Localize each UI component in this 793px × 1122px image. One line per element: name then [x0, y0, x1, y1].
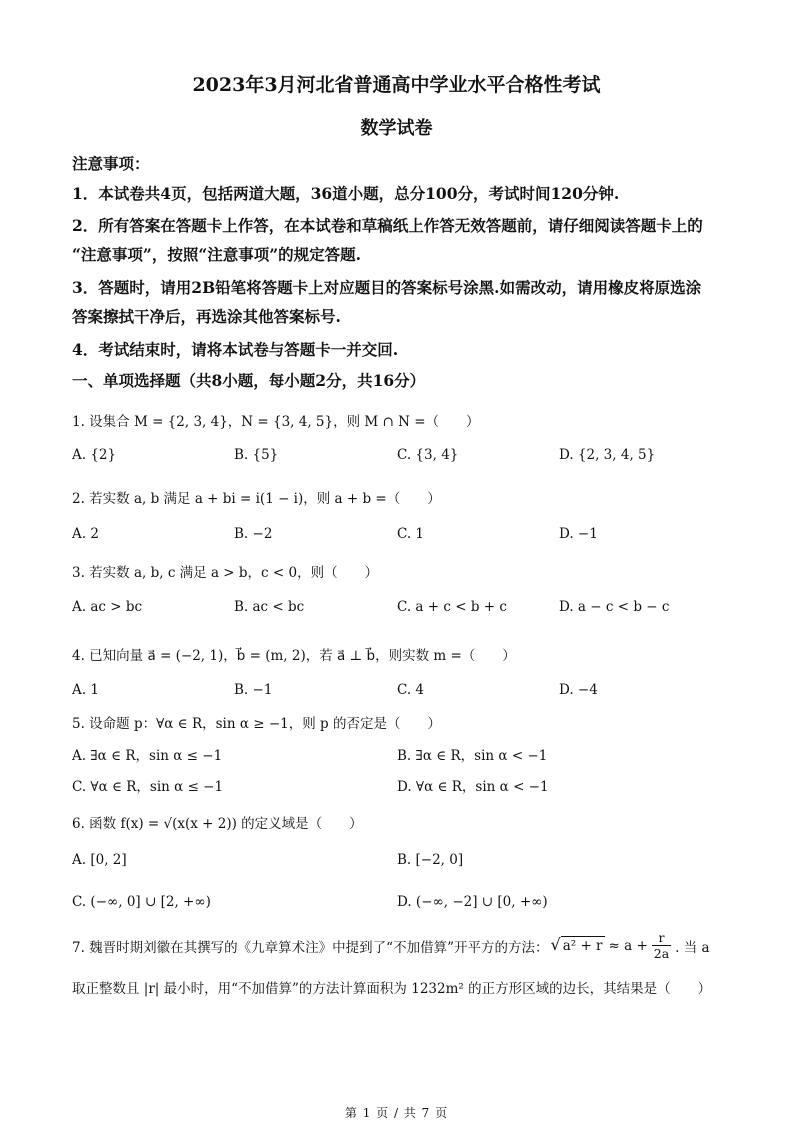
- option-a: A. ac > bc: [72, 599, 143, 615]
- note-line: “注意事项”，按照“注意事项”的规定答题.: [72, 245, 362, 264]
- note-line: 答案擦拭干净后，再选涂其他答案标号.: [72, 307, 341, 326]
- question-7-line-2: 取正整数且 |r| 最小时，用“不加借算”的方法计算面积为 1232m² 的正方形区域的边长，其结果是（ ）: [72, 981, 712, 997]
- question-stem: 5. 设命题 p：∀α ∈ R，sin α ≥ −1，则 p 的否定是（ ）: [72, 716, 441, 732]
- exam-title: 2023年3月河北省普通高中学业水平合格性考试: [192, 74, 601, 96]
- option-a: A. [0, 2]: [72, 852, 127, 868]
- note-line: 4．考试结束时，请将本试卷与答题卡一并交回.: [72, 340, 399, 359]
- option-d: D. (−∞, −2] ∪ [0, +∞): [397, 894, 548, 910]
- note-line: 2．所有答案在答题卡上作答，在本试卷和草稿纸上作答无效答题前，请仔细阅读答题卡上的: [72, 216, 703, 235]
- option-b: B. {5}: [234, 447, 279, 463]
- note-line: 1．本试卷共4页，包括两道大题，36道小题，总分100分，考试时间120分钟.: [72, 184, 620, 203]
- option-d: D. −4: [559, 682, 598, 698]
- section-heading: 一、单项选择题（共8小题，每小题2分，共16分）: [72, 371, 426, 390]
- option-d: D. ∀α ∈ R，sin α < −1: [397, 779, 549, 795]
- fraction: [652, 930, 671, 961]
- option-c: C. (−∞, 0] ∪ [2, +∞): [72, 894, 211, 910]
- option-b: B. −2: [234, 526, 273, 542]
- option-a: A. 1: [72, 682, 99, 698]
- option-b: B. ac < bc: [234, 599, 305, 615]
- radical-sign-icon: √: [550, 935, 561, 954]
- approx-expression: ≈ a +: [608, 937, 648, 954]
- note-line: 3．答题时，请用2B铅笔将答题卡上对应题目的答案标号涂黑.如需改动，请用橡皮将原选涂: [72, 278, 702, 297]
- question-stem: 1. 设集合 M = {2, 3, 4}，N = {3, 4, 5}，则 M ∩ N =（ ）: [72, 414, 480, 430]
- exam-subtitle: 数学试卷: [360, 118, 433, 139]
- option-c: C. 1: [397, 526, 425, 542]
- question-stem: 2. 若实数 a, b 满足 a + bi = i(1 − i)，则 a + b =（ ）: [72, 491, 441, 507]
- fraction-denominator: 2a: [653, 946, 670, 961]
- option-b: B. −1: [234, 682, 273, 698]
- option-c: C. 4: [397, 682, 425, 698]
- page-footer: 第 1 页 / 共 7 页: [344, 1106, 449, 1120]
- option-d: D. −1: [559, 526, 598, 542]
- option-b: B. ∃α ∈ R，sin α < −1: [397, 748, 548, 764]
- question-7-text: 7. 魏晋时期刘徽在其撰写的《九章算术注》中提到了“不加借算”开平方的方法：: [72, 939, 549, 956]
- option-d: D. {2, 3, 4, 5}: [559, 447, 656, 463]
- option-d: D. a − c < b − c: [559, 599, 670, 615]
- option-c: C. a + c < b + c: [397, 599, 507, 615]
- question-7-line-1: [72, 930, 710, 961]
- option-c: C. {3, 4}: [397, 447, 459, 463]
- sqrt-body: a² + r: [562, 938, 603, 954]
- option-a: A. {2}: [72, 447, 117, 463]
- fraction-numerator: r: [658, 930, 665, 945]
- question-7-text-end: . 当 a: [675, 939, 710, 956]
- option-a: A. ∃α ∈ R，sin α ≤ −1: [72, 748, 223, 764]
- option-b: B. [−2, 0]: [397, 852, 464, 868]
- question-stem: 6. 函数 f(x) = √(x(x + 2)) 的定义域是（ ）: [72, 816, 363, 832]
- option-c: C. ∀α ∈ R，sin α ≤ −1: [72, 779, 224, 795]
- question-stem: 3. 若实数 a, b, c 满足 a > b，c < 0，则（ ）: [72, 565, 379, 581]
- sqrt-expression: [550, 936, 604, 955]
- option-a: A. 2: [72, 526, 99, 542]
- question-stem: 4. 已知向量 a⃗ = (−2, 1)，b⃗ = (m, 2)，若 a⃗ ⊥ b⃗，则实数 m =（ ）: [72, 648, 516, 664]
- notes-heading: 注意事项：: [72, 154, 150, 173]
